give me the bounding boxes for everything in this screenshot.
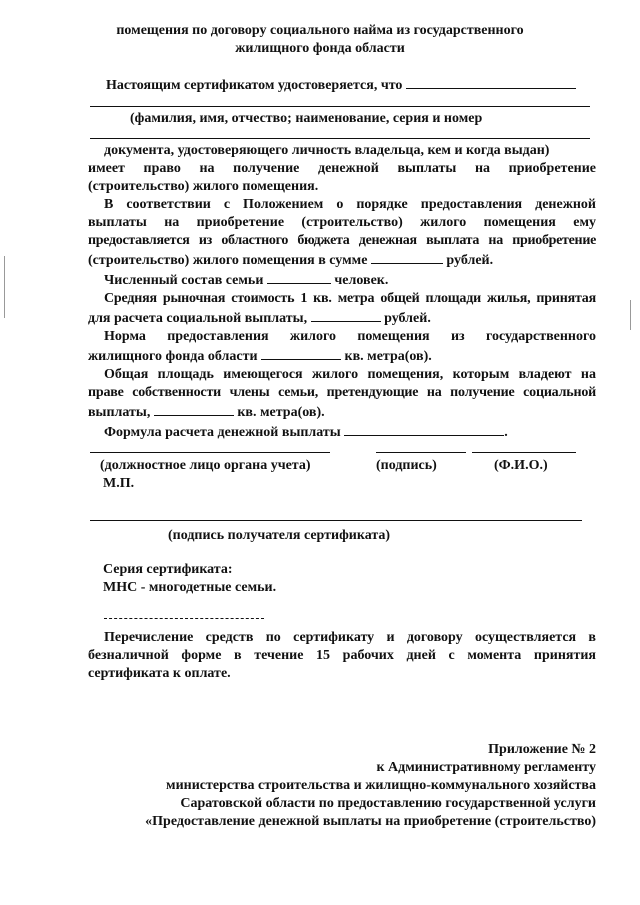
transfer-line-3: сертификата к оплате. <box>88 666 231 681</box>
certify-line <box>106 75 576 95</box>
family-size-field[interactable] <box>267 270 331 284</box>
para2-line-3: предоставляется из областного бюджета денежная выплата на приобретение <box>88 233 596 248</box>
formula-label: Формула расчета денежной выплаты <box>104 425 341 440</box>
fio-caption: (Ф.И.О.) <box>494 458 548 473</box>
price-line-1: Средняя рыночная стоимость 1 кв. метра общей площади жилья, принятая <box>104 291 596 306</box>
price-label: для расчета социальной выплаты, <box>88 311 308 326</box>
para2-line-4-text: (строительство) жилого помещения в сумме <box>88 253 368 268</box>
scan-mark-right <box>630 300 631 330</box>
area-line-2: праве собственности члены семьи, претендующие на получение социальной <box>88 385 596 400</box>
payment-sum-field[interactable] <box>371 250 443 264</box>
certify-text: Настоящим сертификатом удостоверяется, что <box>106 78 403 93</box>
scan-mark-left <box>4 256 5 318</box>
appendix-line-1: Приложение № 2 <box>488 742 596 757</box>
certify-caption-2: документа, удостоверяющего личность владельца, кем и когда выдан) <box>104 143 550 158</box>
family-label: Численный состав семьи <box>104 273 264 288</box>
norm-unit: кв. метра(ов). <box>344 349 432 364</box>
transfer-line-1: Перечисление средств по сертификату и договору осуществляется в <box>104 630 596 645</box>
signature-caption: (подпись) <box>376 458 437 473</box>
area-label: выплаты, <box>88 405 151 420</box>
para1-line-3: (строительство) жилого помещения. <box>88 179 319 194</box>
norm-field[interactable] <box>261 346 341 360</box>
price-line-2 <box>88 308 596 328</box>
price-unit: рублей. <box>384 311 431 326</box>
recipient-document-line[interactable] <box>90 138 590 139</box>
appendix-line-2: к Административному регламенту <box>376 760 596 775</box>
family-line <box>88 270 596 290</box>
norm-line-1: Норма предоставления жилого помещения из государственного <box>104 329 596 344</box>
appendix-line-3: министерства строительства и жилищно-коммунального хозяйства <box>166 778 596 793</box>
main-body <box>88 142 596 442</box>
header-line-1: помещения по договору социального найма из государственного <box>116 23 524 38</box>
official-signature-line[interactable] <box>90 452 330 453</box>
formula-line <box>88 422 596 442</box>
recipient-name-field[interactable] <box>406 75 576 89</box>
transfer-line-2: безналичной форме в течение 15 рабочих дней с момента принятия <box>88 648 596 663</box>
area-line-3 <box>88 402 596 422</box>
para2-line-2: выплаты на приобретение (строительство) жилого помещения ему <box>88 215 596 230</box>
appendix-block <box>120 741 596 831</box>
certify-caption: (фамилия, имя, отчество; наименование, серия и номер <box>130 111 483 126</box>
price-field[interactable] <box>311 308 381 322</box>
para2-line-1: В соответствии с Положением о порядке предоставления денежной <box>104 197 596 212</box>
header-line-2: жилищного фонда области <box>235 41 405 56</box>
signature-line[interactable] <box>376 452 466 453</box>
area-unit: кв. метра(ов). <box>237 405 325 420</box>
para2-line-4-unit: рублей. <box>446 253 494 268</box>
recipient-caption: (подпись получателя сертификата) <box>168 528 391 543</box>
header <box>60 22 580 58</box>
formula-end: . <box>504 425 508 440</box>
official-caption: (должностное лицо органа учета) <box>100 458 311 473</box>
norm-line-2 <box>88 346 596 366</box>
seal-mark: М.П. <box>103 476 135 491</box>
area-line-1: Общая площадь имеющегося жилого помещения, которым владеют на <box>104 367 596 382</box>
para2-line-4 <box>88 250 596 270</box>
appendix-line-5: «Предоставление денежной выплаты на приобретение (строительство) <box>145 814 596 829</box>
footnote-separator <box>104 618 264 619</box>
recipient-signature-line[interactable] <box>90 520 582 521</box>
series-title: Серия сертификата: <box>103 562 233 577</box>
norm-label: жилищного фонда области <box>88 349 258 364</box>
appendix-line-4: Саратовской области по предоставлению государственной услуги <box>180 796 596 811</box>
area-field[interactable] <box>154 402 234 416</box>
para1-line-2: имеет право на получение денежной выплаты на приобретение <box>88 161 596 176</box>
fio-line[interactable] <box>472 452 576 453</box>
transfer-paragraph <box>88 629 596 683</box>
recipient-name-line-2[interactable] <box>90 106 590 107</box>
family-unit: человек. <box>334 273 389 288</box>
formula-field[interactable] <box>344 422 504 436</box>
series-value: МНС - многодетные семьи. <box>103 580 277 595</box>
